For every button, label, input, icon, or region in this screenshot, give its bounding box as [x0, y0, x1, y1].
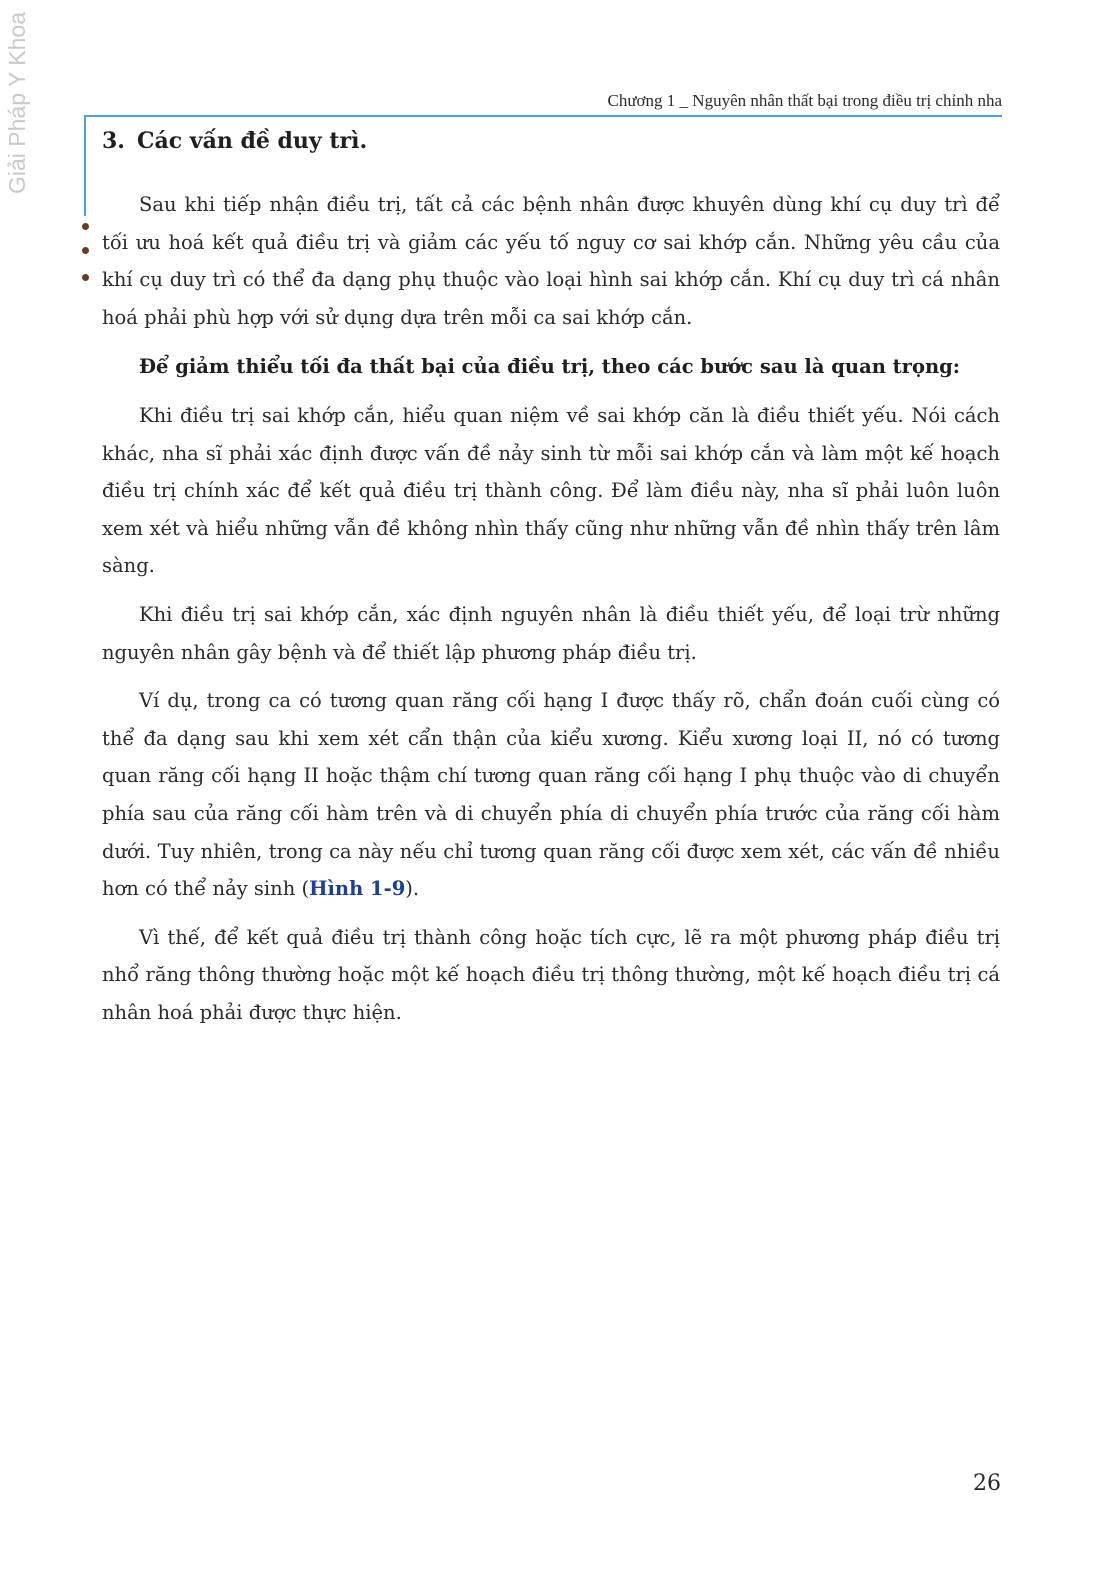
paragraph-conclusion: Vì thế, để kết quả điều trị thành công hoặc tích cực, lẽ ra một phương pháp điều trị nhổ răng thông thường hoặc một kế hoạch điều trị thông thường, một kế hoạch điều trị cá nhân hoá phải được thực hiện. [102, 925, 1000, 1024]
paragraph-retention-intro: Sau khi tiếp nhận điều trị, tất cả các bệnh nhân được khuyên dùng khí cụ duy trì để tối ưu hoá kết quả điều trị và giảm các yếu tố nguy cơ sai khớp cắn. Những yêu cầu của khí cụ duy trì có thể đa dạng phụ thuộc vào loại hình sai khớp cắn. Khí cụ duy trì cá nhân hoá phải phù hợp với sử dụng dựa trên mỗi ca sai khớp cắn. [102, 193, 1000, 329]
running-header: Chương 1 _ Nguyên nhân thất bại trong điều trị chỉnh nha [607, 91, 1002, 110]
side-rule [84, 115, 86, 216]
decorative-dot [82, 247, 89, 254]
decorative-dot [82, 274, 89, 281]
page-number: 26 [973, 1471, 1001, 1496]
side-watermark: Giải Pháp Y Khoa [4, 11, 30, 194]
paragraph-understanding: Khi điều trị sai khớp cắn, hiểu quan niệm về sai khớp căn là điều thiết yếu. Nói cách khác, nha sĩ phải xác định được vấn đề nảy sinh từ mỗi sai khớp cắn và làm một kế hoạch điều trị chính xác để kết quả điều trị thành công. Để làm điều này, nha sĩ phải luôn luôn xem xét và hiểu những vẫn đề không nhìn thấy cũng như những vẫn đề nhìn thấy trên lâm sàng. [102, 403, 1000, 578]
paragraph-example-text: Ví dụ, trong ca có tương quan răng cối hạng I được thấy rõ, chẩn đoán cuối cùng có thể đa dạng sau khi xem xét cẩn thận của kiểu xương. Kiểu xương loại II, nó có tương quan răng cối hạng II hoặc thậm chí tương quan răng cối hạng I phụ thuộc vào di chuyển phía sau của răng cối hàm trên và di chuyển phía di chuyển phía trước của răng cối hàm dưới. Tuy nhiên, trong ca này nếu chỉ tương quan răng cối được xem xét, các vấn đề nhiều hơn có thể nảy sinh ( [102, 689, 1000, 901]
body-text [102, 186, 1000, 1042]
figure-reference-link[interactable]: Hình 1-9 [309, 877, 406, 901]
header-rule [84, 115, 1002, 117]
section-number: 3. [102, 128, 125, 154]
section-heading [102, 128, 367, 154]
decorative-dot [82, 223, 89, 230]
paragraph-bold-lead: Để giảm thiểu tối đa thất bại của điều trị, theo các bước sau là quan trọng: [139, 355, 960, 379]
paragraph-example [102, 682, 1000, 908]
section-title: Các vấn đề duy trì. [136, 128, 368, 154]
paragraph-cause: Khi điều trị sai khớp cắn, xác định nguyên nhân là điều thiết yếu, để loại trừ những nguyên nhân gây bệnh và để thiết lập phương pháp điều trị. [102, 602, 1000, 664]
paragraph-example-end: ). [405, 877, 420, 901]
